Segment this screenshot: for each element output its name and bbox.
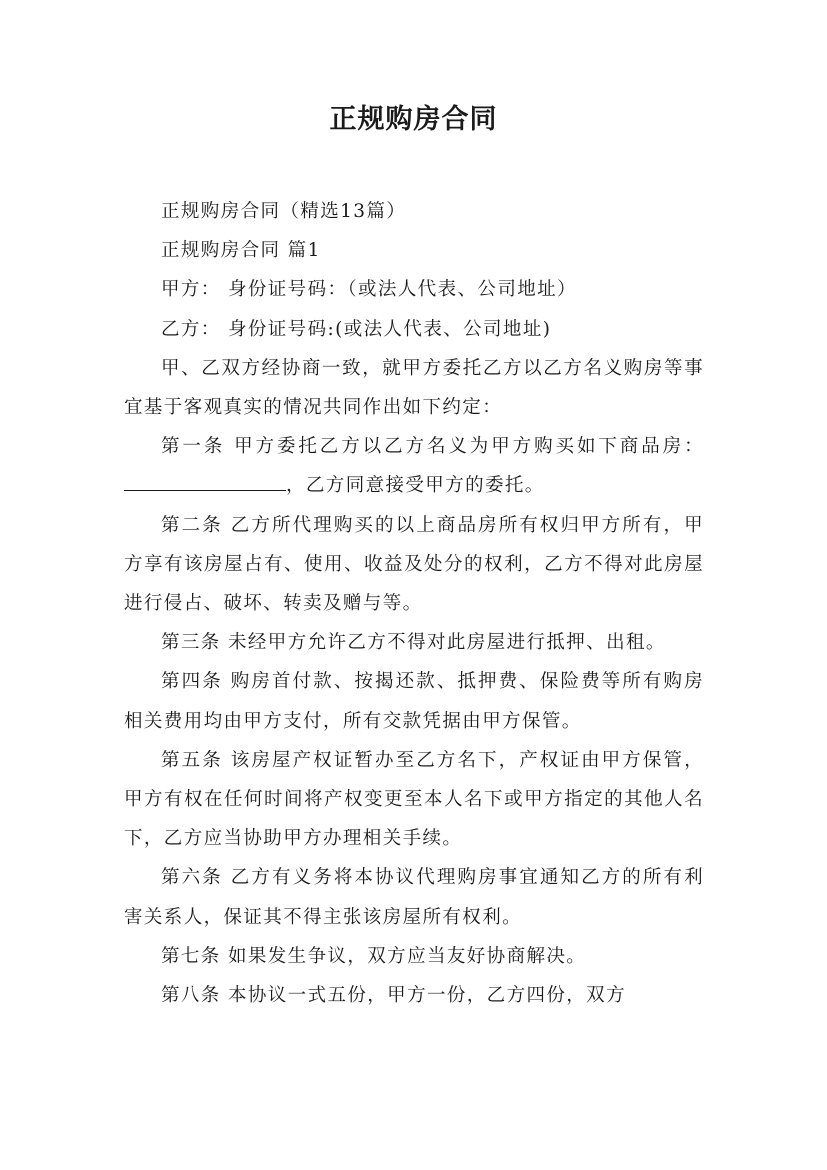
- article-5: 第五条 该房屋产权证暂办至乙方名下，产权证由甲方保管，甲方有权在任何时间将产权变更至本人名下或甲方指定的其他人名下，乙方应当协助甲方办理相关手续。: [124, 749, 704, 850]
- article-8: 第八条 本协议一式五份，甲方一份，乙方四份，双方: [161, 985, 626, 1007]
- article-4: 第四条 购房首付款、按揭还款、抵押费、保险费等所有购房相关费用均由甲方支付，所有交款凭据由甲方保管。: [124, 671, 704, 732]
- document-body: [124, 192, 704, 1015]
- article-1-text: 第一条 甲方委托乙方以乙方名义为甲方购买如下商品房：: [161, 436, 704, 458]
- document-title: 正规购房合同: [329, 104, 498, 135]
- property-blank-line: [124, 468, 286, 491]
- subtitle: 正规购房合同（精选13篇）: [161, 201, 407, 222]
- party-a-line: 甲方： 身份证号码：（或法人代表、公司地址）: [161, 279, 577, 301]
- section-heading: 正规购房合同 篇1: [161, 240, 321, 262]
- article-6: 第六条 乙方有义务将本协议代理购房事宜通知乙方的所有利害关系人，保证其不得主张该房屋所有权利。: [124, 867, 704, 928]
- article-7: 第七条 如果发生争议，双方应当友好协商解决。: [161, 945, 587, 967]
- article-2: 第二条 乙方所代理购买的以上商品房所有权归甲方所有，甲方享有该房屋占有、使用、收益及处分的权利，乙方不得对此房屋进行侵占、破坏、转卖及赠与等。: [124, 514, 704, 615]
- party-b-line: 乙方： 身份证号码:(或法人代表、公司地址): [161, 318, 552, 340]
- article-1: [124, 427, 704, 505]
- article-3: 第三条 未经甲方允许乙方不得对此房屋进行抵押、出租。: [161, 632, 666, 654]
- article-1-text-end: ，乙方同意接受甲方的委托。: [286, 475, 545, 497]
- intro-paragraph: 甲、乙双方经协商一致，就甲方委托乙方以乙方名义购房等事宜基于客观真实的情况共同作出如下约定：: [124, 357, 704, 419]
